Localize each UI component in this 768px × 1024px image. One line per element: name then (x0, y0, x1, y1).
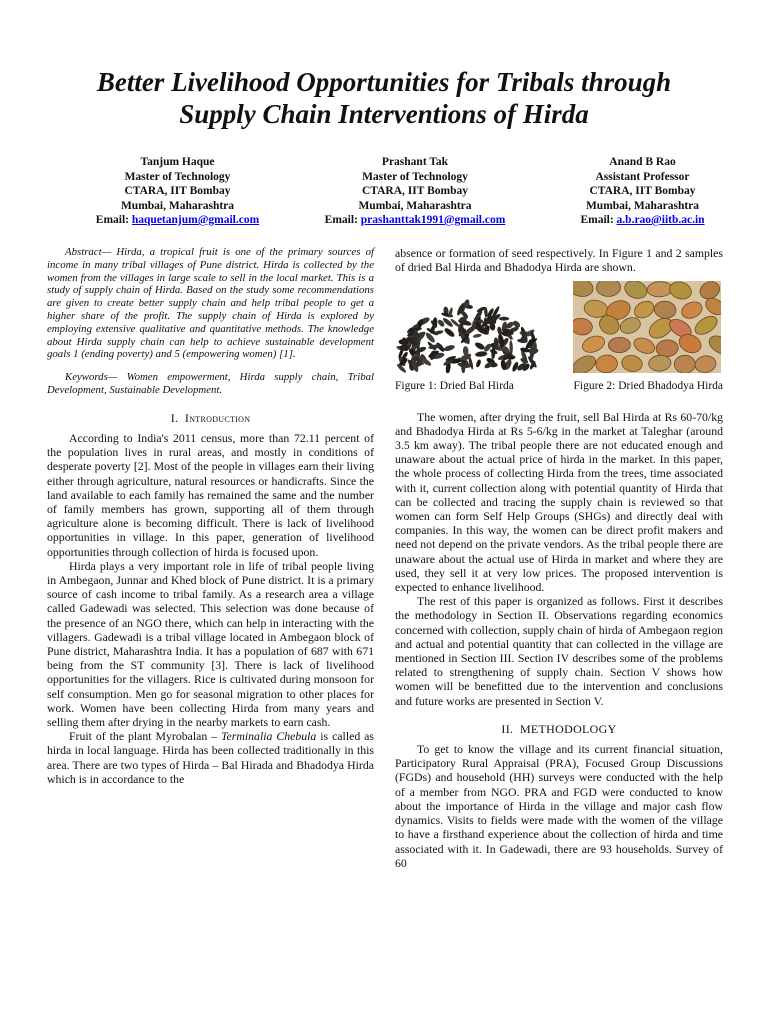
author-email-row (70, 213, 285, 228)
left-column (47, 246, 374, 786)
section-number: II. (501, 721, 514, 736)
hirda-fruit-shape (499, 317, 509, 321)
author-name: Anand B Rao (609, 156, 676, 168)
section-title: METHODOLOGY (519, 721, 617, 736)
email-label: Email: (580, 214, 617, 226)
author-degree: Master of Technology (124, 170, 231, 183)
figure-1-caption: Figure 1: Dried Bal Hirda (395, 380, 514, 393)
hirda-fruit-shape (674, 356, 695, 374)
email-label: Email: (95, 214, 132, 226)
hirda-fruit-shape (413, 329, 418, 342)
author-block-3 (545, 155, 740, 228)
author-affiliation: CTARA, IIT Bombay (124, 185, 231, 197)
body-paragraph-1: The women, after drying the fruit, sell Bal Hirda at Rs 60-70/kg and Bhadodya Hirda at Rs 5-6/kg in the market at Taleghar (around 3.5 km away). The tribal people there are not educated enough and unaware about the actual price of hirda in the market. In this paper, the whole process of collecting Hirda from the trees, time associated with it, current collection along with potential quantity of Hirda that can be collected and tracing the supply chain is reviewed so that women can form Self Help Groups (SHGs) and directly deal with companies. In this way, the women can be direct profit makers and need not depend on the private vendors. As the tribal people there are unaware about the actual use of Hirda in market and where they are used, they sell it at very low prices. The proposed intervention is expected to enhance livelihood. (395, 409, 723, 595)
author-email-row (300, 213, 530, 228)
figure-1 (395, 281, 545, 373)
hirda-fruit-shape (608, 338, 630, 354)
title-line-1: Better Livelihood Opportunities for Tribals through (96, 67, 672, 97)
abstract (47, 246, 374, 397)
figure-captions (395, 379, 723, 393)
dried-bal-hirda-image (395, 281, 543, 373)
right-column (395, 246, 723, 870)
figure-2 (573, 281, 723, 373)
author-email-row (545, 213, 740, 228)
author-email-link[interactable]: prashanttak1991@gmail.com (360, 214, 506, 226)
author-degree: Assistant Professor (595, 170, 690, 183)
dried-bhadodya-hirda-image (573, 281, 721, 373)
author-email-link[interactable]: haquetanjum@gmail.com (131, 214, 260, 226)
text-run: is called as hirda in local language. Hirda has been collected traditionally in this area. There are two types of Hirda – Bal Hirada and Bhadodya Hirda which is in accordance to the (47, 729, 374, 786)
figures-row (395, 281, 723, 373)
figure-2-caption: Figure 2: Dried Bhadodya Hirda (573, 380, 723, 393)
abstract-text: Abstract— Hirda, a tropical fruit is one of the primary sources of income in many tribal villages of Pune district. Hirda is collected by the women from the villages in large scale to sell in the local market. This is a study of supply chain of Hirda. Based on the study some recommendations are given to create better supply chain and help tribal people to get a higher share of the profit. The supply chain of Hirda is explored by employing extensive qualitative and quantitative methods. The knowledge about Hirda supply chain can help to achieve sustainable development goals 1 (ending poverty) and 5 (empowering women) [1]. (47, 246, 374, 361)
author-location: Mumbai, Maharashtra (120, 199, 235, 212)
keywords: Keywords— Women empowerment, Hirda supply chain, Tribal Development, Sustainable Development. (47, 371, 374, 396)
author-name: Tanjum Haque (140, 156, 215, 168)
paper-title (30, 66, 738, 130)
text-run: Fruit of the plant Myrobalan – (69, 729, 222, 744)
email-label: Email: (324, 214, 361, 226)
species-name: Terminalia Chebula (221, 729, 317, 744)
intro-paragraph-1: According to India's 2011 census, more than 72.11 percent of the population lives in rural areas, and mostly in conditions of desperate poverty [2]. Most of the people in villages earn their living either through agriculture, natural resources or handicrafts. Since the land available to each family has remained the same and the number of family members has grown, supporting all of them through agriculture alone is becoming difficult. There is lack of livelihood opportunities in village. In this paper, generation of livelihood opportunities through collection of hirda is focused upon. (47, 430, 374, 559)
author-block-1 (70, 155, 285, 228)
author-affiliation: CTARA, IIT Bombay (589, 185, 696, 197)
intro-paragraph-3 (47, 729, 374, 786)
author-degree: Master of Technology (362, 170, 468, 183)
author-name: Prashant Tak (381, 156, 449, 168)
section-heading-introduction (47, 411, 374, 425)
section-title: Introduction (184, 410, 251, 425)
body-paragraph-2: The rest of this paper is organized as follows. First it describes the methodology in Section II. Observations regarding economics concerned with collection, supply chain of hirda of Ambegaon region and actual and potential quantity that can collected in the village are mentioned in Section III. Section IV describes some of the problems related to strengthening of supply chain. Section V shows how women will be benefitted due to the intervention and conclusions and future works are presented in Section V. (395, 594, 723, 708)
figure-intro-paragraph: absence or formation of seed respectively. In Figure 1 and 2 samples of dried Bal Hirda and Bhadodya Hirda are shown. (395, 246, 723, 275)
intro-paragraph-2: Hirda plays a very important role in life of tribal people living in Ambegaon, Junnar and Khed block of Pune district. It is a primary source of cash income to tribal family. As a research area a village called Gadewadi was selected. This selection was done because of the presence of an NGO there, which can help in interacting with the villagers. Gadewadi is a tribal village located in Ambegaon block of Pune district, Maharashtra India. It has a population of 687 with 671 being from the ST community [3]. There is lack of livelihood opportunities for the villagers. Rice is cultivated during monsoon for self consumption. Men go for seasonal migration to other places for work. Women have been collecting Hirda from many years and selling them after drying in the nearby markets to earn cash. (47, 558, 374, 730)
author-affiliation: CTARA, IIT Bombay (362, 185, 468, 197)
title-line-2: Supply Chain Interventions of Hirda (179, 99, 589, 129)
methodology-paragraph: To get to know the village and its current financial situation, Participatory Rural Appraisal (PRA), Focused Group Discussions (FGDs) and household (HH) surveys were conducted with the help of a member from NGO. PRA and FGD were conducted to know about the importance of Hirda in the village and major cash flow dynamics. Visits to fields were made with the women of the village to have a firsthand experience about the collection of hirda and time associated with it. In Gadewadi, there are 93 households. Survey of 60 (395, 742, 723, 870)
author-location: Mumbai, Maharashtra (585, 199, 700, 212)
section-heading-methodology (395, 722, 723, 736)
section-number: I. (170, 410, 179, 425)
author-block-2 (300, 155, 530, 228)
author-location: Mumbai, Maharashtra (358, 199, 472, 212)
author-email-link[interactable]: a.b.rao@iitb.ac.in (616, 214, 705, 226)
